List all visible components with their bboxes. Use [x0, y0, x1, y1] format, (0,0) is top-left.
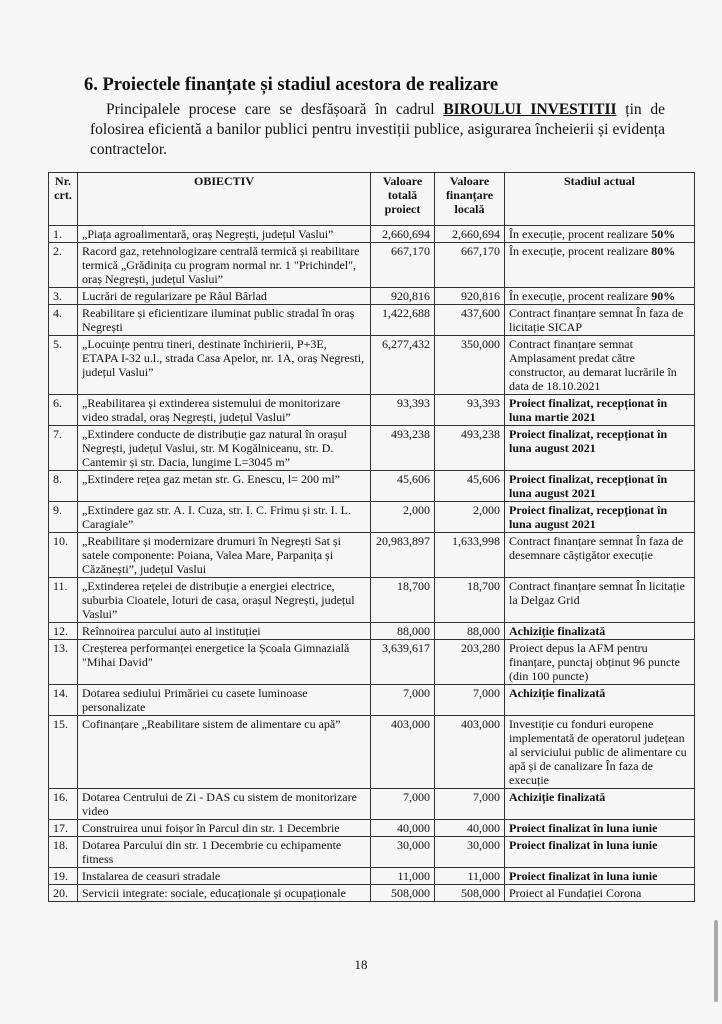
cell-objective: „Extindere conducte de distribuție gaz natural în orașul Negrești, județul Vaslui, str. M Kogălniceanu, str. D. Cantemir și str. Dacia, lungime L=3045 m”: [78, 426, 371, 471]
header-objective: OBIECTIV: [78, 173, 371, 226]
cell-objective: Lucrări de regularizare pe Râul Bârlad: [78, 288, 371, 305]
status-highlight: 50%: [651, 227, 676, 241]
cell-status: [505, 533, 695, 578]
status-highlight: Achiziție finalizată: [509, 686, 606, 700]
status-text: În execuție, procent realizare: [509, 227, 652, 241]
cell-total-value: 3,639,617: [371, 640, 435, 685]
cell-total-value: 18,700: [371, 578, 435, 623]
table-row: [49, 623, 695, 640]
cell-local-financing: 667,170: [435, 243, 505, 288]
cell-local-financing: 40,000: [435, 820, 505, 837]
cell-status: [505, 789, 695, 820]
table-row: [49, 716, 695, 789]
cell-objective: Reabilitare și eficientizare iluminat public stradal în oraș Negrești: [78, 305, 371, 336]
cell-nr: 10.: [49, 533, 78, 578]
cell-local-financing: 493,238: [435, 426, 505, 471]
header-status: Stadiul actual: [505, 173, 695, 226]
cell-status: [505, 426, 695, 471]
cell-total-value: 40,000: [371, 820, 435, 837]
cell-status: [505, 837, 695, 868]
intro-department-name: BIROULUI INVESTITII: [443, 101, 617, 118]
cell-objective: „Extindere gaz str. A. I. Cuza, str. I. C. Frimu și str. I. L. Caragiale”: [78, 502, 371, 533]
status-highlight: Proiect finalizat, recepționat în luna august 2021: [509, 503, 668, 531]
cell-status: [505, 868, 695, 885]
section-intro: [90, 100, 665, 160]
cell-objective: Dotarea Centrului de Zi - DAS cu sistem de monitorizare video: [78, 789, 371, 820]
table-row: [49, 837, 695, 868]
cell-total-value: 11,000: [371, 868, 435, 885]
cell-status: [505, 685, 695, 716]
cell-nr: 1.: [49, 226, 78, 243]
status-text: În execuție, procent realizare: [509, 244, 652, 258]
cell-objective: Racord gaz, retehnologizare centrală termică și reabilitare termică „Grădinița cu program normal nr. 1 "Prichindel", oraș Negrești, județul Vaslui”: [78, 243, 371, 288]
table-row: [49, 243, 695, 288]
cell-local-financing: 437,600: [435, 305, 505, 336]
cell-total-value: 493,238: [371, 426, 435, 471]
table-row: [49, 226, 695, 243]
cell-local-financing: 11,000: [435, 868, 505, 885]
cell-nr: 2.: [49, 243, 78, 288]
status-highlight: Proiect finalizat în luna iunie: [509, 869, 658, 883]
cell-total-value: 88,000: [371, 623, 435, 640]
header-local-financing: Valoare finanțare locală: [435, 173, 505, 226]
status-text: Proiect al Fundației Corona: [509, 886, 642, 900]
table-row: [49, 336, 695, 395]
cell-nr: 12.: [49, 623, 78, 640]
cell-local-financing: 350,000: [435, 336, 505, 395]
cell-objective: Creșterea performanței energetice la Școala Gimnazială "Mihai David": [78, 640, 371, 685]
cell-nr: 17.: [49, 820, 78, 837]
page-number: 18: [354, 957, 368, 972]
cell-nr: 6.: [49, 395, 78, 426]
cell-nr: 16.: [49, 789, 78, 820]
cell-nr: 14.: [49, 685, 78, 716]
status-text: Investiție cu fonduri europene implementată de operatorul județean al serviciului public de alimentare cu apă și de canalizare În faza de execuție: [509, 717, 687, 787]
cell-objective: Construirea unui foișor în Parcul din str. 1 Decembrie: [78, 820, 371, 837]
status-text: În execuție, procent realizare: [509, 289, 652, 303]
status-highlight: Proiect finalizat în luna iunie: [509, 821, 658, 835]
cell-status: [505, 578, 695, 623]
table-row: [49, 820, 695, 837]
cell-objective: Dotarea sediului Primăriei cu casete luminoase personalizate: [78, 685, 371, 716]
status-text: Contract finanțare semnat În faza de desemnare câștigător execuție: [509, 534, 684, 562]
cell-total-value: 6,277,432: [371, 336, 435, 395]
table-body: [49, 226, 695, 902]
cell-objective: „Reabilitare și modernizare drumuri în Negrești Sat și satele componente: Poiana, Valea Mare, Parpanița și Căzănești”, județul Vaslui: [78, 533, 371, 578]
status-text: Contract finanțare semnat În faza de licitație SICAP: [509, 306, 684, 334]
status-highlight: Proiect finalizat, recepționat în luna august 2021: [509, 472, 668, 500]
cell-objective: „Extinderea rețelei de distribuție a energiei electrice, suburbia Cioatele, loturi de casa, orașul Negrești, județul Vaslui”: [78, 578, 371, 623]
cell-total-value: 2,000: [371, 502, 435, 533]
cell-total-value: 45,606: [371, 471, 435, 502]
cell-local-financing: 2,660,694: [435, 226, 505, 243]
cell-total-value: 2,660,694: [371, 226, 435, 243]
table-row: [49, 640, 695, 685]
cell-local-financing: 45,606: [435, 471, 505, 502]
cell-objective: Dotarea Parcului din str. 1 Decembrie cu echipamente fitness: [78, 837, 371, 868]
cell-local-financing: 508,000: [435, 885, 505, 902]
status-text: Proiect depus la AFM pentru finanțare, punctaj obținut 96 puncte (din 100 puncte): [509, 641, 680, 683]
cell-status: [505, 820, 695, 837]
table-row: [49, 868, 695, 885]
cell-status: [505, 288, 695, 305]
cell-local-financing: 920,816: [435, 288, 505, 305]
cell-local-financing: 7,000: [435, 685, 505, 716]
cell-nr: 13.: [49, 640, 78, 685]
cell-objective: Reînnoirea parcului auto al instituției: [78, 623, 371, 640]
status-text: Contract finanțare semnat Amplasament predat către constructor, au demarat lucrările în data de 18.10.2021: [509, 337, 677, 393]
table-row: [49, 502, 695, 533]
cell-nr: 4.: [49, 305, 78, 336]
status-highlight: Proiect finalizat în luna iunie: [509, 838, 658, 852]
cell-status: [505, 471, 695, 502]
section-heading: 6. Proiectele finanțate și stadiul acestora de realizare: [84, 75, 499, 95]
cell-objective: „Locuințe pentru tineri, destinate închirierii, P+3E, ETAPA I-32 u.l., strada Casa Apelor, nr. 1A, oraș Negresti, județul Vaslui”: [78, 336, 371, 395]
cell-nr: 20.: [49, 885, 78, 902]
status-highlight: Achiziție finalizată: [509, 624, 606, 638]
cell-nr: 11.: [49, 578, 78, 623]
cell-status: [505, 336, 695, 395]
table-row: [49, 885, 695, 902]
table-row: [49, 685, 695, 716]
cell-nr: 9.: [49, 502, 78, 533]
cell-objective: Instalarea de ceasuri stradale: [78, 868, 371, 885]
status-highlight: 80%: [651, 244, 676, 258]
cell-nr: 18.: [49, 837, 78, 868]
cell-status: [505, 716, 695, 789]
status-highlight: Proiect finalizat, recepționat în luna august 2021: [509, 427, 668, 455]
cell-total-value: 667,170: [371, 243, 435, 288]
table-row: [49, 533, 695, 578]
cell-status: [505, 623, 695, 640]
cell-total-value: 1,422,688: [371, 305, 435, 336]
status-text: Contract finanțare semnat În licitație la Delgaz Grid: [509, 579, 685, 607]
table-row: [49, 426, 695, 471]
cell-local-financing: 18,700: [435, 578, 505, 623]
cell-status: [505, 305, 695, 336]
header-total-value: Valoare totală proiect: [371, 173, 435, 226]
cell-total-value: 30,000: [371, 837, 435, 868]
header-nr: Nr. crt.: [49, 173, 78, 226]
cell-nr: 7.: [49, 426, 78, 471]
intro-text-end: țin de folosirea eficientă a banilor publici pentru investiții publice, asigurarea încheierii și evidența contractelor.: [90, 101, 665, 158]
status-highlight: Achiziție finalizată: [509, 790, 606, 804]
cell-total-value: 20,983,897: [371, 533, 435, 578]
cell-objective: Servicii integrate: sociale, educaționale și ocupaționale: [78, 885, 371, 902]
cell-total-value: 920,816: [371, 288, 435, 305]
cell-local-financing: 2,000: [435, 502, 505, 533]
table-row: [49, 288, 695, 305]
table-row: [49, 395, 695, 426]
cell-total-value: 7,000: [371, 789, 435, 820]
cell-objective: Cofinanțare „Reabilitare sistem de alimentare cu apă”: [78, 716, 371, 789]
table-row: [49, 578, 695, 623]
cell-local-financing: 403,000: [435, 716, 505, 789]
cell-objective: „Extindere rețea gaz metan str. G. Enescu, l= 200 ml”: [78, 471, 371, 502]
scrollbar[interactable]: [714, 920, 718, 1002]
cell-local-financing: 7,000: [435, 789, 505, 820]
status-highlight: 90%: [651, 289, 676, 303]
cell-status: [505, 226, 695, 243]
cell-nr: 5.: [49, 336, 78, 395]
cell-status: [505, 502, 695, 533]
intro-text-start: Principalele procese care se desfășoară în cadrul: [106, 101, 444, 118]
cell-total-value: 7,000: [371, 685, 435, 716]
status-highlight: Proiect finalizat, recepționat în luna martie 2021: [509, 396, 668, 424]
table-header-row: [49, 173, 695, 226]
cell-local-financing: 88,000: [435, 623, 505, 640]
cell-nr: 8.: [49, 471, 78, 502]
cell-local-financing: 1,633,998: [435, 533, 505, 578]
table-row: [49, 789, 695, 820]
cell-status: [505, 243, 695, 288]
cell-local-financing: 30,000: [435, 837, 505, 868]
cell-status: [505, 395, 695, 426]
cell-status: [505, 640, 695, 685]
cell-local-financing: 93,393: [435, 395, 505, 426]
cell-total-value: 508,000: [371, 885, 435, 902]
cell-nr: 3.: [49, 288, 78, 305]
cell-nr: 15.: [49, 716, 78, 789]
projects-table: [48, 172, 695, 902]
cell-objective: „Piața agroalimentară, oraș Negrești, județul Vaslui”: [78, 226, 371, 243]
cell-nr: 19.: [49, 868, 78, 885]
table-row: [49, 471, 695, 502]
cell-total-value: 403,000: [371, 716, 435, 789]
cell-local-financing: 203,280: [435, 640, 505, 685]
table-row: [49, 305, 695, 336]
cell-status: [505, 885, 695, 902]
cell-total-value: 93,393: [371, 395, 435, 426]
cell-objective: „Reabilitarea și extinderea sistemului de monitorizare video stradal, oraș Negrești, județul Vaslui”: [78, 395, 371, 426]
